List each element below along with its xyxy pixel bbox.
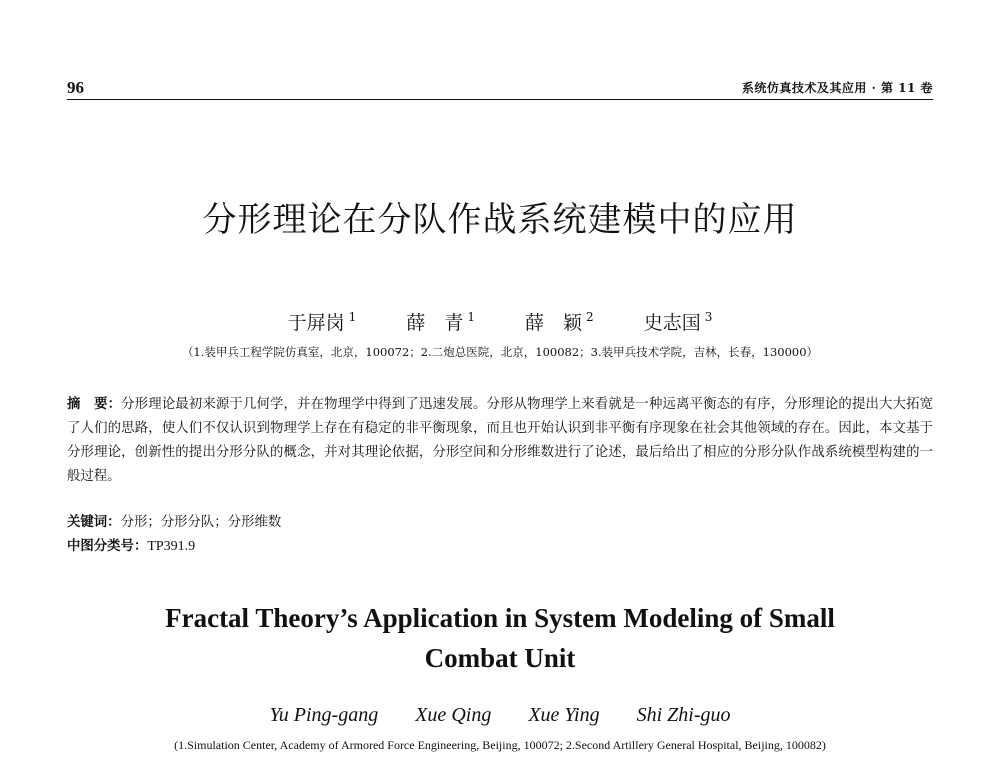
keywords: [67, 511, 933, 530]
clc-value: TP391.9: [147, 539, 196, 554]
journal-name: 系统仿真技术及其应用 · 第 11 卷: [741, 81, 933, 95]
running-header: [67, 74, 933, 100]
author-en-2: Xue Qing: [415, 704, 492, 726]
affiliation-english: (1.Simulation Center, Academy of Armored Force Engineering, Beijing, 100072; 2.Second Artillery General Hospital, Beijing, 100082): [174, 738, 826, 752]
abstract-label: 摘 要：: [67, 396, 122, 412]
author-name: 于屏岗: [287, 312, 345, 334]
keywords-text: 分形；分形分队；分形维数: [120, 515, 282, 530]
title-chinese: 分形理论在分队作战系统建模中的应用: [202, 200, 798, 240]
author-name: 薛 青: [406, 312, 464, 334]
author-cn-1: [288, 308, 357, 335]
author-name: 薛 颖: [525, 312, 583, 334]
affiliation-marker: 3: [704, 310, 713, 324]
affiliation-marker: 1: [348, 310, 357, 324]
abstract-text: 分形理论最初来源于几何学，并在物理学中得到了迅速发展。分形从物理学上来看就是一种远离平衡态的有序，分形理论的提出大大拓宽了人们的思路，使人们不仅认识到物理学上存在有稳定的非平衡现象，而且也开始认识到非平衡有序现象在社会其他领域的存在。因此，本文基于分形理论，创新性的提出分形分队的概念，并对其理论依据，分形空间和分形维数进行了论述，最后给出了相应的分形分队作战系统模型构建的一般过程。: [67, 397, 934, 484]
classification-number: [67, 535, 933, 555]
author-en-3: Xue Ying: [528, 704, 600, 726]
title-english: [0, 598, 1000, 678]
author-en-1: Yu Ping-gang: [269, 704, 379, 726]
page-number: 96: [67, 78, 84, 97]
author-cn-2: [406, 308, 475, 335]
title-english-line-2: Combat Unit: [424, 643, 576, 673]
author-cn-3: [525, 308, 594, 335]
affiliation-marker: 1: [467, 310, 475, 324]
author-name: 史志国: [643, 312, 701, 334]
author-cn-4: [644, 308, 713, 335]
abstract: [67, 392, 933, 489]
header-rule: [67, 99, 933, 100]
keywords-label: 关键词：: [67, 514, 121, 530]
affiliation-chinese: （1.装甲兵工程学院仿真室，北京，100072；2.二炮总医院，北京，100082；3.装甲兵技术学院，吉林，长春，130000）: [181, 345, 819, 359]
authors-english: [0, 704, 1000, 727]
authors-chinese: [0, 308, 1000, 335]
clc-label: 中图分类号：: [67, 538, 148, 554]
title-english-line-1: Fractal Theory’s Application in System Modeling of Small: [165, 603, 835, 633]
author-en-4: Shi Zhi-guo: [636, 704, 731, 726]
affiliation-marker: 2: [586, 310, 594, 324]
